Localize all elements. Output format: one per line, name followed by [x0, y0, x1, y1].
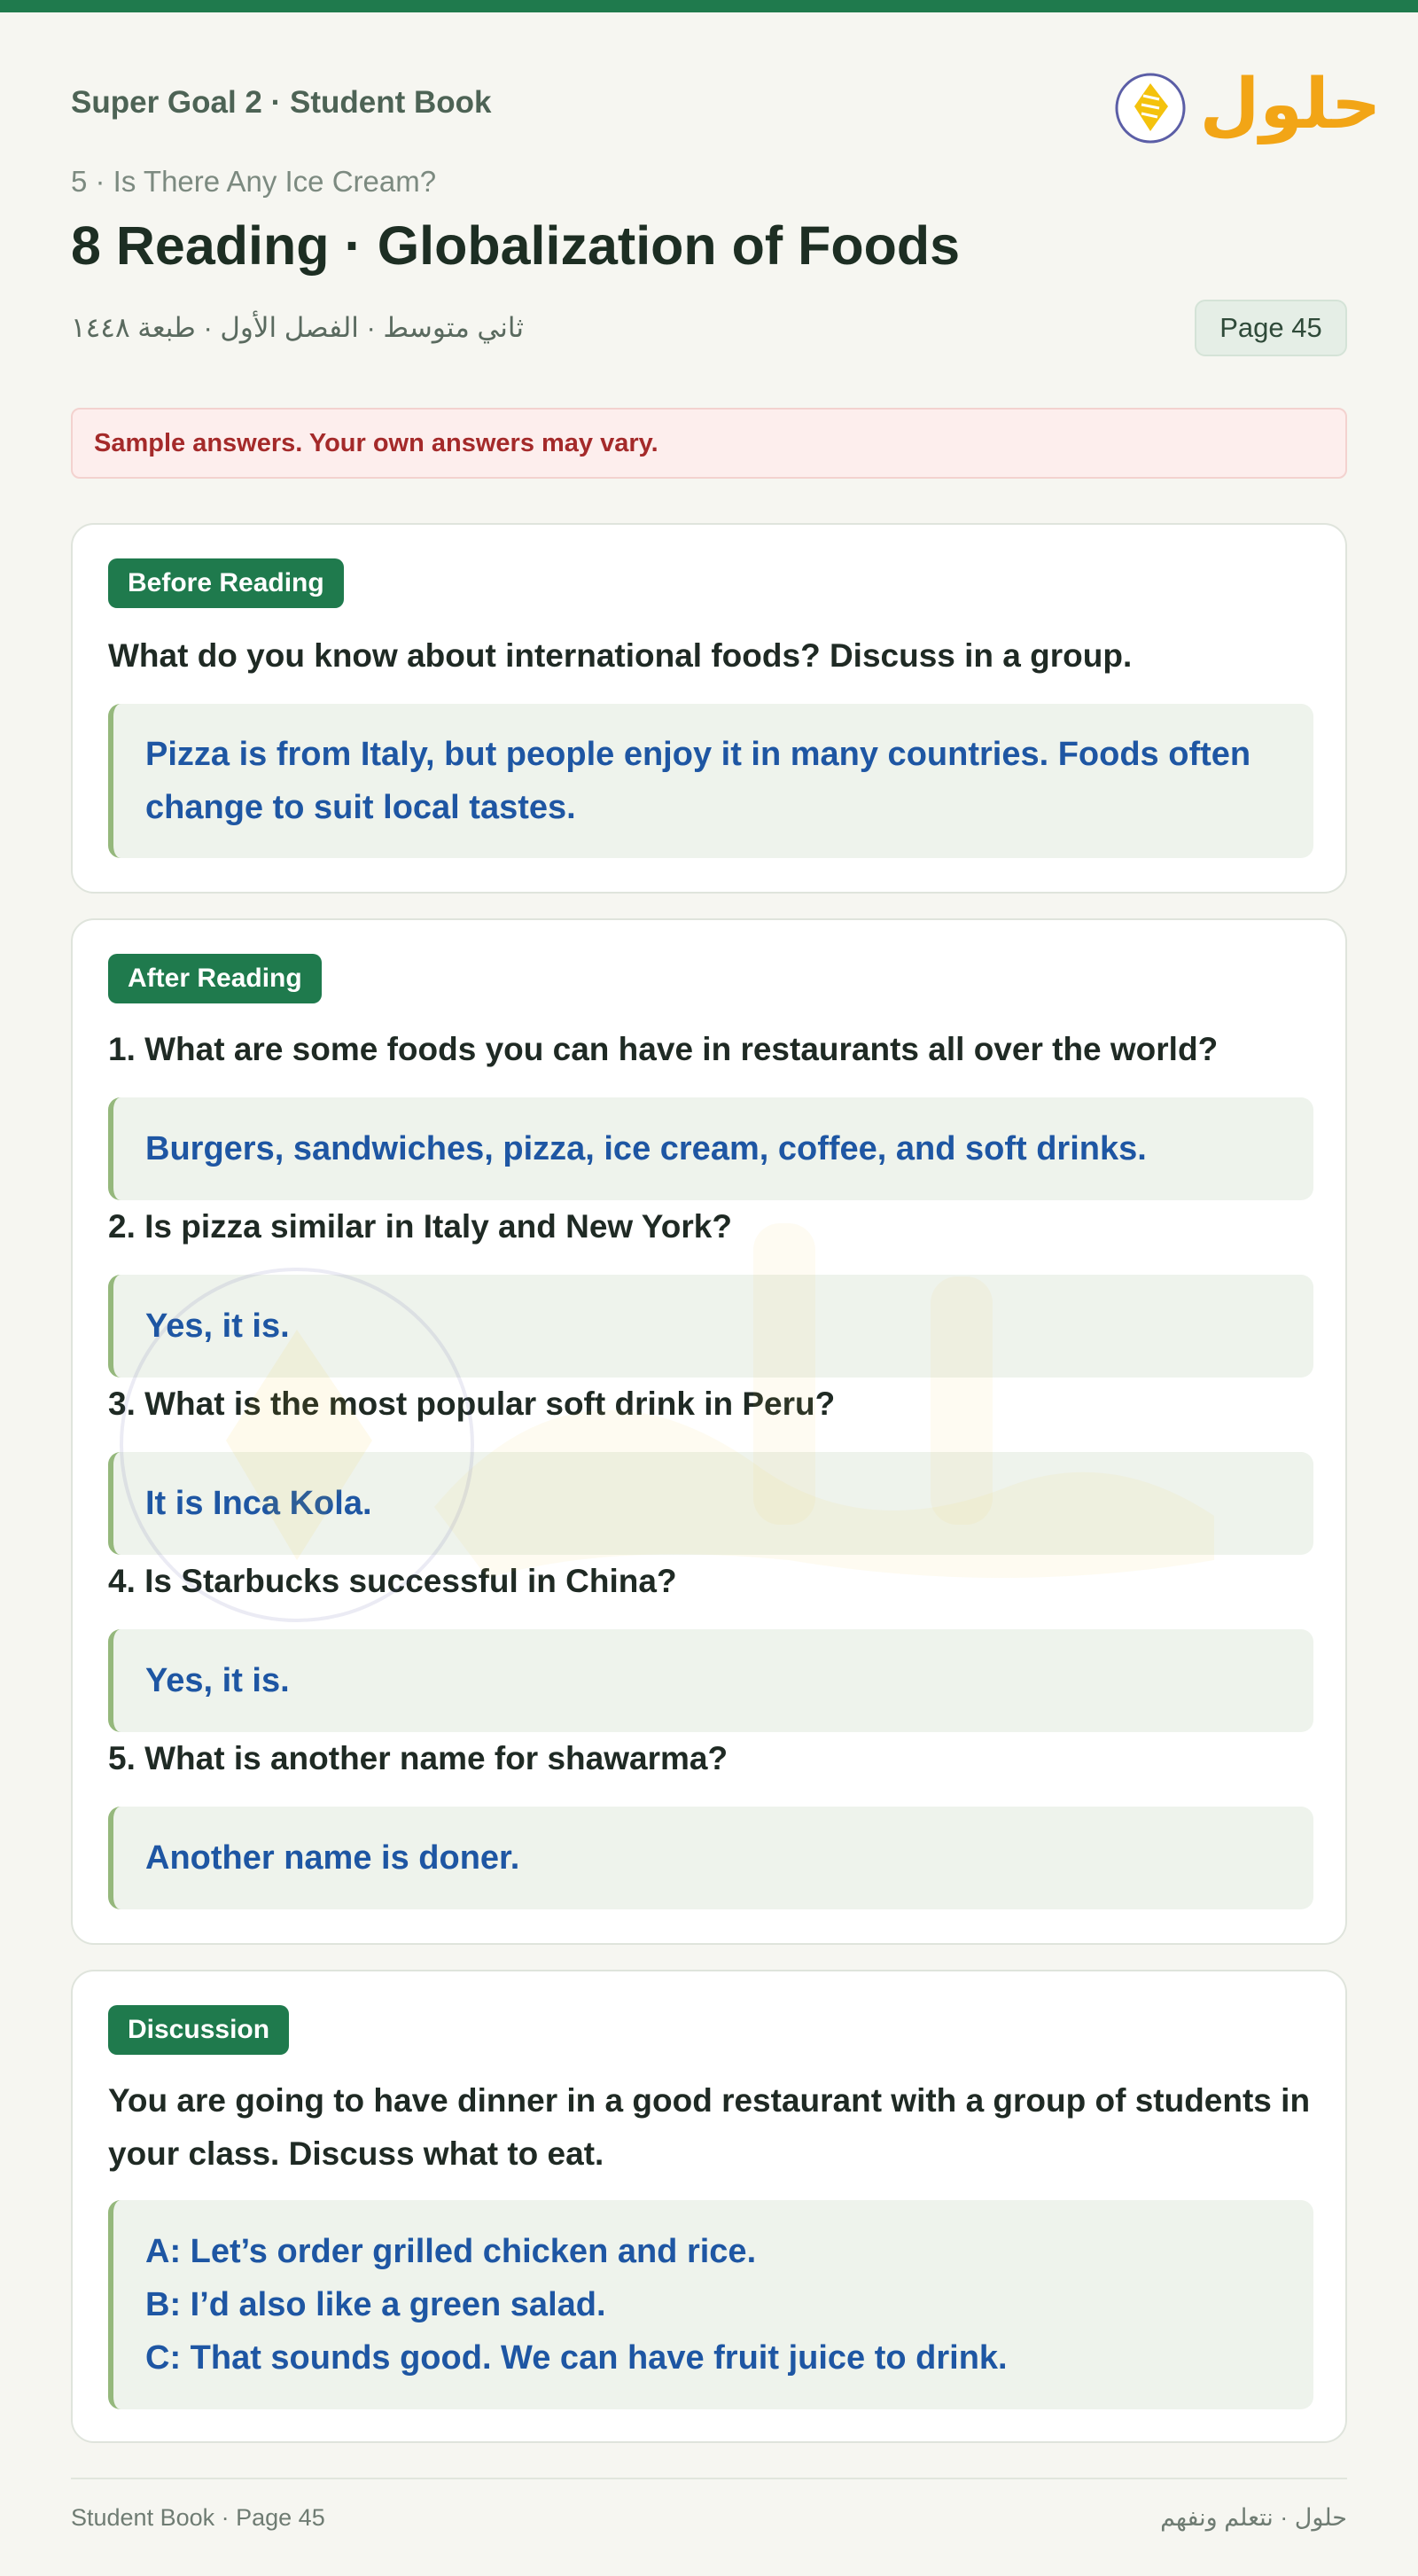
section-tag-before-reading: Before Reading [108, 558, 344, 608]
question: What do you know about international foods? Discuss in a group. [108, 637, 1133, 674]
question-1: 1. What are some foods you can have in restaurants all over the world? [108, 1031, 1219, 1067]
answer-box [108, 704, 1313, 858]
dialogue-line-c: C: That sounds good. We can have fruit juice to drink. [145, 2339, 1008, 2377]
hulul-logo-icon [1113, 57, 1382, 154]
after-reading-card [71, 918, 1347, 1945]
footer-divider [71, 2478, 1347, 2479]
answer-text-4: Yes, it is. [145, 1662, 290, 1699]
answer-text-1: Burgers, sandwiches, pizza, ice cream, coffee, and soft drinks. [145, 1130, 1147, 1167]
footer-page-label: Student Book · Page 45 [71, 2504, 325, 2531]
answer-text-3: It is Inca Kola. [145, 1485, 372, 1522]
footer-brand: حلول · نتعلم ونفهم [1160, 2504, 1347, 2531]
sample-answers-note: Sample answers. Your own answers may vary. [71, 408, 1347, 479]
answer-text-2: Yes, it is. [145, 1308, 290, 1345]
discussion-prompt: You are going to have dinner in a good restaurant with a group of students in your class. Discuss what to eat. [108, 2082, 1311, 2172]
before-reading-card [71, 523, 1347, 894]
question-2: 2. Is pizza similar in Italy and New York? [108, 1208, 732, 1245]
discussion-card [71, 1970, 1347, 2443]
book-title: Super Goal 2 · Student Book [71, 85, 492, 120]
section-tag-discussion: Discussion [108, 2005, 289, 2055]
unit-line: 5 · Is There Any Ice Cream? [71, 165, 437, 198]
answer-box-1 [108, 1097, 1313, 1200]
grade-term-edition: ثاني متوسط · الفصل الأول · طبعة ١٤٤٨ [71, 312, 524, 343]
answer-box-5 [108, 1807, 1313, 1909]
page-title: 8 Reading · Globalization of Foods [71, 215, 961, 276]
answer-text-5: Another name is doner. [145, 1839, 520, 1877]
question-4: 4. Is Starbucks successful in China? [108, 1563, 677, 1599]
answer-box-3 [108, 1452, 1313, 1555]
answer-text: Pizza is from Italy, but people enjoy it in many countries. Foods often change to suit local tastes. [145, 736, 1251, 826]
answer-box-2 [108, 1275, 1313, 1378]
answer-box-4 [108, 1629, 1313, 1732]
logo-text: حلول [1199, 65, 1382, 144]
section-tag-after-reading: After Reading [108, 954, 322, 1003]
question-3: 3. What is the most popular soft drink in Peru? [108, 1386, 836, 1422]
question-5: 5. What is another name for shawarma? [108, 1740, 728, 1776]
top-accent-bar [0, 0, 1418, 12]
dialogue-line-a: A: Let’s order grilled chicken and rice. [145, 2233, 757, 2270]
dialogue-line-b: B: I’d also like a green salad. [145, 2286, 606, 2323]
page-number-badge: Page 45 [1195, 300, 1347, 356]
discussion-answer-box [108, 2200, 1313, 2409]
